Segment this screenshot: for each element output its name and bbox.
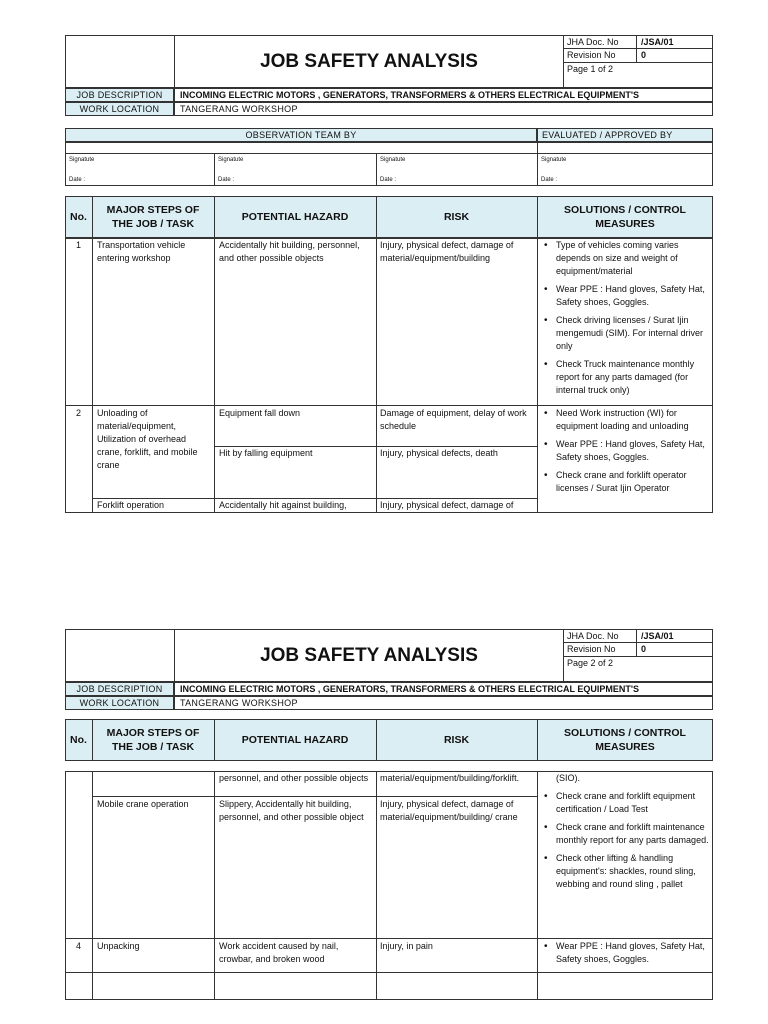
row-number: 2 bbox=[75, 408, 81, 418]
signature-label: Signatute bbox=[380, 157, 406, 163]
control-measure-item: • Check crane and forklift operator licenses / Surat Ijin Operator bbox=[556, 469, 710, 495]
control-measure-item: • Type of vehicles coming varies depends on size and weight of equipment/material bbox=[556, 239, 710, 278]
potential-hazard: Work accident caused by nail, crowbar, and broken wood bbox=[219, 941, 339, 964]
control-measure-continuation: (SIO). bbox=[556, 773, 580, 783]
revision-value: 0 bbox=[641, 644, 647, 654]
column-header-no: No. bbox=[70, 734, 87, 746]
risk: Injury, physical defects, death bbox=[380, 448, 498, 458]
job-step: Unpacking bbox=[97, 941, 140, 951]
job-step: Transportation vehicle entering workshop bbox=[97, 240, 186, 263]
revision-label: Revision No bbox=[567, 50, 616, 60]
page-title: JOB SAFETY ANALYSIS bbox=[260, 645, 478, 666]
risk: Injury, physical defect, damage of material/equipment/building/ crane bbox=[380, 799, 518, 822]
evaluated-by-label: EVALUATED / APPROVED BY bbox=[542, 130, 673, 140]
column-header-solutions: SOLUTIONS / CONTROL MEASURES bbox=[564, 204, 686, 230]
work-location-value: TANGERANG WORKSHOP bbox=[180, 698, 298, 708]
control-measure-item: • Wear PPE : Hand gloves, Safety Hat, Safety shoes, Goggles. bbox=[556, 940, 710, 966]
potential-hazard: Hit by falling equipment bbox=[219, 448, 313, 458]
page-title: JOB SAFETY ANALYSIS bbox=[260, 51, 478, 72]
control-measures bbox=[540, 940, 710, 971]
page-number: Page 2 of 2 bbox=[567, 658, 614, 668]
control-measure-item: • Check driving licenses / Surat Ijin mengemudi (SIM). For internal driver only bbox=[556, 314, 710, 353]
row-number: 1 bbox=[75, 240, 81, 250]
risk: Injury, physical defect, damage of material/equipment/building bbox=[380, 240, 514, 263]
observation-team-label: OBSERVATION TEAM BY bbox=[245, 130, 357, 140]
column-header-steps: MAJOR STEPS OF THE JOB / TASK bbox=[106, 204, 200, 230]
column-header-steps: MAJOR STEPS OF THE JOB / TASK bbox=[106, 727, 200, 753]
job-description-label: JOB DESCRIPTION bbox=[76, 90, 163, 100]
potential-hazard: personnel, and other possible objects bbox=[219, 773, 369, 783]
work-location-label: WORK LOCATION bbox=[79, 104, 160, 114]
signature-label: Signatute bbox=[541, 157, 567, 163]
work-location-label: WORK LOCATION bbox=[79, 698, 160, 708]
control-measure-item: • Wear PPE : Hand gloves, Safety Hat, Safety shoes, Goggles. bbox=[556, 283, 710, 309]
job-description-value: INCOMING ELECTRIC MOTORS , GENERATORS, TRANSFORMERS & OTHERS ELECTRICAL EQUIPMENT'S bbox=[180, 90, 639, 100]
job-step: Unloading of material/equipment, Utilization of overhead crane, forklift, and mobile crane bbox=[97, 408, 198, 470]
control-measure-item: • Need Work instruction (WI) for equipment loading and unloading bbox=[556, 407, 710, 433]
risk: Injury, in pain bbox=[380, 941, 433, 951]
control-measure-item: • Check other lifting & handling equipment's: shackles, round sling, webbing and round sling , pallet bbox=[556, 852, 710, 891]
revision-value: 0 bbox=[641, 50, 647, 60]
risk: Damage of equipment, delay of work schedule bbox=[380, 408, 527, 431]
job-step: Forklift operation bbox=[97, 500, 165, 510]
revision-label: Revision No bbox=[567, 644, 616, 654]
doc-no-value: /JSA/01 bbox=[641, 631, 674, 641]
potential-hazard: Equipment fall down bbox=[219, 408, 301, 418]
control-measure-item: • Check crane and forklift maintenance monthly report for any parts damaged. bbox=[556, 821, 710, 847]
date-label: Date : bbox=[69, 177, 86, 183]
column-header-solutions: SOLUTIONS / CONTROL MEASURES bbox=[564, 727, 686, 753]
column-header-no: No. bbox=[70, 211, 87, 223]
control-measure-item: • Check crane and forklift equipment certification / Load Test bbox=[556, 790, 710, 816]
doc-no-label: JHA Doc. No bbox=[567, 631, 619, 641]
job-description-value: INCOMING ELECTRIC MOTORS , GENERATORS, TRANSFORMERS & OTHERS ELECTRICAL EQUIPMENT'S bbox=[180, 684, 639, 694]
doc-no-value: /JSA/01 bbox=[641, 37, 674, 47]
risk: Injury, physical defect, damage of bbox=[380, 500, 514, 510]
row-number: 4 bbox=[75, 941, 81, 951]
control-measures bbox=[540, 407, 710, 500]
column-header-risk: RISK bbox=[443, 734, 470, 746]
date-label: Date : bbox=[380, 177, 397, 183]
page-number: Page 1 of 2 bbox=[567, 64, 614, 74]
control-measures bbox=[540, 239, 710, 402]
date-label: Date : bbox=[218, 177, 235, 183]
job-step: Mobile crane operation bbox=[97, 799, 189, 809]
signature-label: Signatute bbox=[69, 157, 95, 163]
work-location-value: TANGERANG WORKSHOP bbox=[180, 104, 298, 114]
control-measures bbox=[540, 772, 710, 896]
date-label: Date : bbox=[541, 177, 558, 183]
doc-no-label: JHA Doc. No bbox=[567, 37, 619, 47]
signature-label: Signatute bbox=[218, 157, 244, 163]
potential-hazard: Accidentally hit building, personnel, and other possible objects bbox=[219, 240, 360, 263]
risk: material/equipment/building/forklift. bbox=[380, 773, 520, 783]
control-measure-item: • Wear PPE : Hand gloves, Safety Hat, Safety shoes, Goggles. bbox=[556, 438, 710, 464]
column-header-risk: RISK bbox=[443, 211, 470, 223]
control-measure-item: • Check Truck maintenance monthly report for any parts damaged (for internal truck only) bbox=[556, 358, 710, 397]
column-header-hazard: POTENTIAL HAZARD bbox=[241, 211, 349, 223]
potential-hazard: Slippery, Accidentally hit building, personnel, and other possible object bbox=[219, 799, 364, 822]
job-description-label: JOB DESCRIPTION bbox=[76, 684, 163, 694]
column-header-hazard: POTENTIAL HAZARD bbox=[241, 734, 349, 746]
potential-hazard: Accidentally hit against building, bbox=[219, 500, 347, 510]
